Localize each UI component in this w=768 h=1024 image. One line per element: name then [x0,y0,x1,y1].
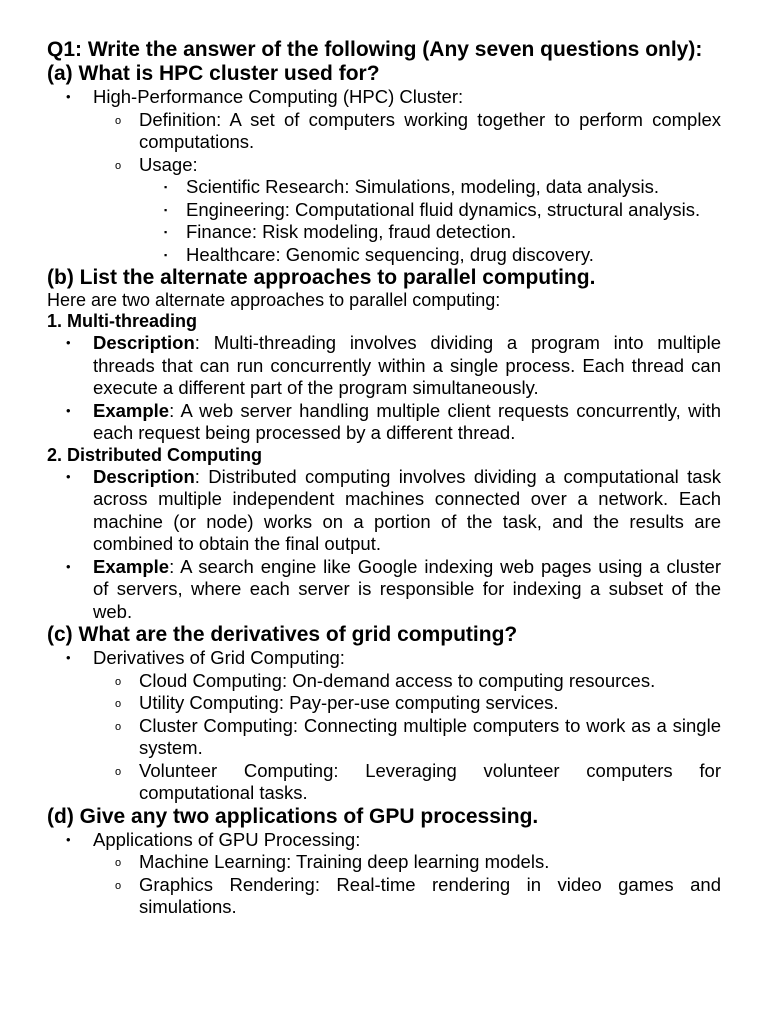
list-item [47,829,721,919]
example-label: Example [93,399,170,421]
description-label: Description [93,332,195,353]
usage-label: Usage: [139,153,198,175]
list-item: ▪ Finance: Risk modeling, fraud detection. [139,221,721,244]
list-item: o Volunteer Computing: Leveraging volunteer computers for computational tasks. [93,760,721,805]
list-item [47,466,721,556]
gpu-applications-item: Applications of GPU Processing: [93,828,361,850]
list-item [47,400,721,445]
multithreading-list [47,332,721,445]
list-item [47,647,721,805]
multithreading-title: 1. Multi-threading [47,311,197,331]
list-item: ▪ Engineering: Computational fluid dynamics, structural analysis. [139,199,721,222]
distributed-title: 2. Distributed Computing [47,444,262,465]
example-text: : A web server handling multiple client requests concurrently, with each request being processed by a different thread. [93,399,721,443]
list-item [47,556,721,624]
list-item: o Machine Learning: Training deep learning models. [93,851,721,874]
section-b-heading: (b) List the alternate approaches to parallel computing. [47,266,596,289]
usage-list [139,176,721,266]
section-c-list [47,647,721,805]
grid-derivatives-sublist [93,670,721,805]
question-title: Q1: Write the answer of the following (Any seven questions only): [47,38,703,61]
description-label: Description [93,465,195,487]
section-d-heading: (d) Give any two applications of GPU processing. [47,804,539,828]
example-text: : A search engine like Google indexing web pages using a cluster of servers, where each server is responsible for indexing a subset of the web. [93,555,721,622]
list-item: o Cloud Computing: On-demand access to computing resources. [93,670,721,693]
grid-derivatives-item: Derivatives of Grid Computing: [93,647,345,668]
list-item: ▪ Scientific Research: Simulations, modeling, data analysis. [139,176,721,199]
description-text: : Multi-threading involves dividing a program into multiple threads that can run concurrently within a single process. Each thread can execute a different part of the program simultaneously. [93,332,721,398]
example-label: Example [93,555,170,577]
list-item: o Utility Computing: Pay-per-use computing services. [93,692,721,715]
list-item: o Definition: A set of computers working together to perform complex computations. [93,109,721,154]
description-text: : Distributed computing involves dividing a computational task across multiple independent machines connected over a network. Each machine (or node) works on a portion of the task, and the results are combined to obtain the final output. [93,465,721,554]
list-item: ▪ Healthcare: Genomic sequencing, drug discovery. [139,244,721,267]
list-item [93,154,721,267]
section-b-intro: Here are two alternate approaches to parallel computing: [47,290,501,310]
list-item: o Cluster Computing: Connecting multiple computers to work as a single system. [93,715,721,760]
gpu-applications-sublist [93,851,721,919]
list-item [47,332,721,400]
section-a-heading: (a) What is HPC cluster used for? [47,62,380,85]
distributed-list [47,466,721,624]
list-item [47,86,721,266]
section-d-list [47,829,721,919]
list-item: o Graphics Rendering: Real-time rendering in video games and simulations. [93,874,721,919]
hpc-cluster-item: High-Performance Computing (HPC) Cluster: [93,86,464,107]
section-a-list [47,86,721,266]
hpc-sublist [93,109,721,267]
section-c-heading: (c) What are the derivatives of grid computing? [47,623,518,646]
